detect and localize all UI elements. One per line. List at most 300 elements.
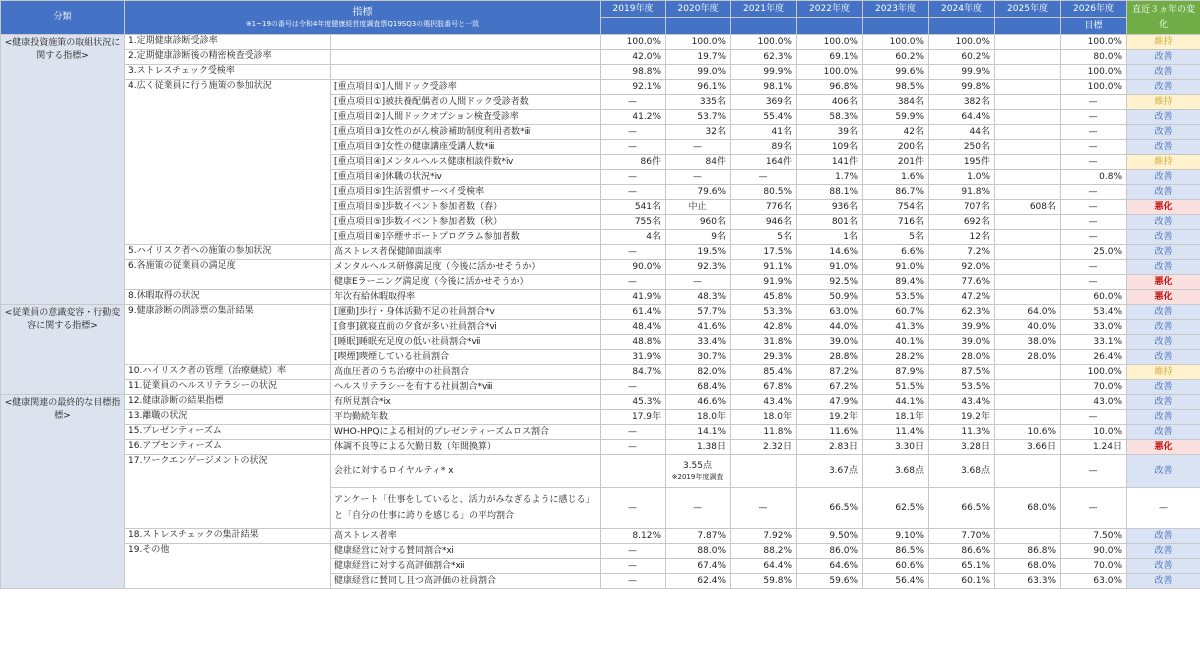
value-cell: 55.4% [731,110,797,125]
value-cell: 98.1% [731,80,797,95]
value-cell: 100.0% [731,35,797,50]
indicator-label: 17.ワークエンゲージメントの状況 [125,455,331,529]
value-cell: 40.1% [863,335,929,350]
value-cell: — [601,380,666,395]
value-cell: 100.0% [797,65,863,80]
value-cell: 11.6% [797,425,863,440]
change-badge: 悪化 [1127,200,1200,215]
value-cell: 100.0% [1061,35,1127,50]
value-cell [995,365,1061,380]
value-cell [731,455,797,488]
value-cell: — [601,95,666,110]
value-cell: 17.9年 [601,410,666,425]
value-cell: 84件 [666,155,731,170]
header-change: 直近３ヵ年の変化 [1127,1,1200,35]
value-cell: 406名 [797,95,863,110]
value-cell: 7.2% [929,245,995,260]
value-cell: 88.0% [666,544,731,559]
value-cell: 39名 [797,125,863,140]
value-cell: 608名 [995,200,1061,215]
value-cell: 7.87% [666,529,731,544]
header-indicator-label: 指標 [352,6,373,18]
value-cell: — [1061,155,1127,170]
change-badge: 維持 [1127,155,1200,170]
indicator-label: 5.ハイリスク者への施策の参加状況 [125,245,331,260]
value-cell: 48.8% [601,335,666,350]
header-year: 2019年度 [601,1,666,18]
value-cell: 29.3% [731,350,797,365]
sub-indicator-label: [重点項目④]メンタルヘルス健康相談件数*ⅳ [331,155,601,170]
indicator-label: 10.ハイリスク者の管理（治療継続）率 [125,365,331,380]
value-cell: 67.2% [797,380,863,395]
value-cell: 31.8% [731,335,797,350]
value-cell: 1.6% [863,170,929,185]
value-cell: 68.0% [995,559,1061,574]
sub-indicator-label: 健康経営に対する賛同割合*ⅺ [331,544,601,559]
sub-indicator-label: [重点項目①]人間ドック受診率 [331,80,601,95]
sub-indicator-label: 有所見割合*ⅸ [331,395,601,410]
value-cell: 3.66日 [995,440,1061,455]
value-cell [995,155,1061,170]
change-badge: 改善 [1127,65,1200,80]
value-cell: 53.3% [731,305,797,320]
sub-indicator-label: メンタルヘルス研修満足度（今後に活かせそうか） [331,260,601,275]
value-cell: — [731,488,797,529]
value-cell: 70.0% [1061,559,1127,574]
value-cell: 41名 [731,125,797,140]
sub-indicator-label: [重点項目⑤]歩数イベント参加者数（春） [331,200,601,215]
header-year: 2022年度 [797,1,863,18]
value-cell: 201件 [863,155,929,170]
table-row [1,80,1200,95]
value-cell: — [601,125,666,140]
header-year: 2023年度 [863,1,929,18]
value-cell: 57.7% [666,305,731,320]
value-cell: 28.2% [863,350,929,365]
change-badge: 改善 [1127,410,1200,425]
value-cell: 43.4% [731,395,797,410]
value-cell [995,380,1061,395]
value-cell [995,110,1061,125]
value-cell: 26.4% [1061,350,1127,365]
value-cell: — [666,140,731,155]
value-cell [995,230,1061,245]
sub-indicator-label: [重点項目①]被扶養配偶者の人間ドック受診者数 [331,95,601,110]
value-cell: 692名 [929,215,995,230]
value-cell: 4名 [601,230,666,245]
value-cell: 3.67点 [797,455,863,488]
value-cell: 45.3% [601,395,666,410]
value-cell: 5名 [863,230,929,245]
category-label: <健康投資施策の取組状況に関する指標> [1,35,125,305]
value-cell: 46.6% [666,395,731,410]
value-cell: 98.5% [863,80,929,95]
change-badge: 改善 [1127,529,1200,544]
value-cell: 369名 [731,95,797,110]
value-cell: 68.4% [666,380,731,395]
value-cell: 53.7% [666,110,731,125]
value-cell: 99.9% [929,65,995,80]
value-cell: 60.7% [863,305,929,320]
value-cell: — [1061,455,1127,488]
value-cell: 8.12% [601,529,666,544]
sub-indicator-label [331,65,601,80]
value-cell: — [601,440,666,455]
value-cell: 1.24日 [1061,440,1127,455]
value-cell: — [1061,95,1127,110]
value-cell: 43.4% [929,395,995,410]
sub-indicator-label: [重点項目⑥]卒煙サポートプログラム参加者数 [331,230,601,245]
value-cell: 960名 [666,215,731,230]
value-cell: 中止 [666,200,731,215]
value-cell: — [1061,185,1127,200]
change-badge: 維持 [1127,35,1200,50]
value-cell: 28.0% [929,350,995,365]
change-badge: 改善 [1127,185,1200,200]
value-cell: 63.0% [797,305,863,320]
header-target: 目標 [1061,18,1127,35]
category-label: <従業員の意識変容・行動変容に関する指標> [1,305,125,395]
value-cell [995,185,1061,200]
value-cell [995,275,1061,290]
value-cell: 541名 [601,200,666,215]
sub-indicator-label: [重点項目②]人間ドックオプション検査受診率 [331,110,601,125]
value-cell: 38.0% [995,335,1061,350]
value-cell: 31.9% [601,350,666,365]
value-cell: 382名 [929,95,995,110]
value-cell [995,65,1061,80]
value-cell: 10.0% [1061,425,1127,440]
change-badge: 改善 [1127,335,1200,350]
value-cell: — [1061,125,1127,140]
value-cell: 80.0% [1061,50,1127,65]
header-year: 2024年度 [929,1,995,18]
value-cell [995,410,1061,425]
value-cell: 100.0% [1061,80,1127,95]
sub-indicator-label: [重点項目⑤]生活習慣サーベイ受検率 [331,185,601,200]
value-cell: 91.1% [731,260,797,275]
table-row [1,365,1200,380]
value-cell: 45.8% [731,290,797,305]
change-badge: 改善 [1127,425,1200,440]
value-cell: 50.9% [797,290,863,305]
value-cell: — [1061,140,1127,155]
change-badge: — [1127,488,1200,529]
value-cell: — [601,559,666,574]
table-row [1,305,1200,320]
value-cell: — [601,425,666,440]
value-cell: 53.5% [929,380,995,395]
table-row [1,65,1200,80]
header-year: 2026年度 [1061,1,1127,18]
value-cell: 48.3% [666,290,731,305]
value-cell: 30.7% [666,350,731,365]
value-cell: 100.0% [797,35,863,50]
value-cell: 0.8% [1061,170,1127,185]
table-row [1,544,1200,559]
change-badge: 悪化 [1127,275,1200,290]
value-cell: 1名 [797,230,863,245]
value-cell: 88.2% [731,544,797,559]
value-cell: 384名 [863,95,929,110]
value-cell: 17.5% [731,245,797,260]
value-cell: 41.2% [601,110,666,125]
value-cell: 32名 [666,125,731,140]
value-cell: 87.2% [797,365,863,380]
value-cell: 195件 [929,155,995,170]
value-cell: 59.8% [731,574,797,589]
value-cell: 41.9% [601,290,666,305]
value-cell: 9名 [666,230,731,245]
value-cell: — [601,245,666,260]
value-cell: 14.1% [666,425,731,440]
value-cell: — [601,185,666,200]
value-cell: 42名 [863,125,929,140]
change-badge: 改善 [1127,544,1200,559]
value-cell [995,245,1061,260]
value-cell: 99.6% [863,65,929,80]
value-cell: 96.8% [797,80,863,95]
value-cell: 77.6% [929,275,995,290]
value-cell [995,529,1061,544]
change-badge: 改善 [1127,574,1200,589]
change-badge: 改善 [1127,125,1200,140]
value-cell: 91.8% [929,185,995,200]
value-cell [666,455,731,488]
value-cell: 7.50% [1061,529,1127,544]
value-cell: — [666,275,731,290]
header-year: 2020年度 [666,1,731,18]
value-cell: 11.3% [929,425,995,440]
value-cell: 64.6% [797,559,863,574]
value-cell [995,170,1061,185]
value-cell: 70.0% [1061,380,1127,395]
value-cell: 100.0% [1061,65,1127,80]
value-cell: 90.0% [601,260,666,275]
value-cell: 19.2年 [797,410,863,425]
value-cell: 91.0% [863,260,929,275]
table-row [1,410,1200,425]
value-cell: 1.0% [929,170,995,185]
change-badge: 改善 [1127,559,1200,574]
value-cell: 100.0% [863,35,929,50]
value-cell: 56.4% [863,574,929,589]
indicator-label: 19.その他 [125,544,331,589]
value-cell: 1.38日 [666,440,731,455]
indicator-label: 3.ストレスチェック受検率 [125,65,331,80]
value-cell [995,95,1061,110]
value-cell: 60.0% [1061,290,1127,305]
indicator-label: 2.定期健康診断後の精密検査受診率 [125,50,331,65]
value-cell: 41.6% [666,320,731,335]
indicator-label: 4.広く従業員に行う施策の参加状況 [125,80,331,245]
value-cell: 2.32日 [731,440,797,455]
value-cell: 60.1% [929,574,995,589]
value-cell: — [601,170,666,185]
value-cell: 62.3% [929,305,995,320]
value-cell: 86.6% [929,544,995,559]
value-cell [995,140,1061,155]
sub-indicator-label: 年次有給休暇取得率 [331,290,601,305]
value-cell: 66.5% [929,488,995,529]
value-cell: 92.0% [929,260,995,275]
change-badge: 改善 [1127,320,1200,335]
value-cell: 42.8% [731,320,797,335]
table-row [1,35,1200,50]
value-cell: 90.0% [1061,544,1127,559]
value-cell: 89名 [731,140,797,155]
value-cell: 63.3% [995,574,1061,589]
value-cell: 6.6% [863,245,929,260]
change-badge: 改善 [1127,50,1200,65]
value-cell: 141件 [797,155,863,170]
value-cell: 100.0% [666,35,731,50]
change-badge: 維持 [1127,365,1200,380]
value-cell: 28.0% [995,350,1061,365]
sub-indicator-label [331,50,601,65]
value-cell: — [1061,230,1127,245]
value-cell: 86.0% [797,544,863,559]
value-cell: 60.2% [929,50,995,65]
value-cell: 39.9% [929,320,995,335]
value-cell: 936名 [797,200,863,215]
change-badge: 改善 [1127,230,1200,245]
indicator-label: 1.定期健康診断受診率 [125,35,331,50]
value-cell: 92.1% [601,80,666,95]
sub-indicator-label: アンケート「仕事をしていると、活力がみなぎるように感じる」と「自分の仕事に誇りを感じる」の平均割合 [331,488,601,529]
change-badge: 改善 [1127,80,1200,95]
value-cell: 200名 [863,140,929,155]
value-cell: 40.0% [995,320,1061,335]
value-cell: 68.0% [995,488,1061,529]
value-cell: 109名 [797,140,863,155]
value-cell [995,395,1061,410]
sub-indicator-label: [運動]歩行・身体活動不足の社員割合*ⅴ [331,305,601,320]
value-cell: 80.5% [731,185,797,200]
value-cell: 79.6% [666,185,731,200]
value-cell: 99.8% [929,80,995,95]
value-cell: 62.3% [731,50,797,65]
value-cell: 53.4% [1061,305,1127,320]
value-cell [995,260,1061,275]
value-cell: 707名 [929,200,995,215]
value-cell [995,50,1061,65]
value-cell: 100.0% [929,35,995,50]
value-cell: — [1061,110,1127,125]
value-cell [995,455,1061,488]
value-cell: 3.68点 [929,455,995,488]
indicator-label: 16.アブセンティーズム [125,440,331,455]
indicator-label: 15.プレゼンティーズム [125,425,331,440]
value-cell: 86.5% [863,544,929,559]
sub-indicator-label: [睡眠]睡眠充足度の低い社員割合*ⅶ [331,335,601,350]
value-cell: 88.1% [797,185,863,200]
value-cell: 53.5% [863,290,929,305]
value-cell: 18.0年 [731,410,797,425]
value-cell: 9.50% [797,529,863,544]
value-cell: 5名 [731,230,797,245]
value-cell: — [601,544,666,559]
sub-indicator-label: [重点項目⑤]歩数イベント参加者数（秋） [331,215,601,230]
value-cell: — [1061,488,1127,529]
value-cell: 92.5% [797,275,863,290]
change-badge: 改善 [1127,170,1200,185]
value-cell: 58.3% [797,110,863,125]
value-cell [995,290,1061,305]
value-cell: 99.9% [731,65,797,80]
value-cell: 85.4% [731,365,797,380]
value-cell: 12名 [929,230,995,245]
indicator-label: 18.ストレスチェックの集計結果 [125,529,331,544]
header-indicator [125,1,601,35]
value-cell: 335名 [666,95,731,110]
sub-indicator-label: 健康経営に対する高評価割合*ⅻ [331,559,601,574]
sub-indicator-label: [喫煙]喫煙している社員割合 [331,350,601,365]
value-cell: 3.28日 [929,440,995,455]
indicator-label: 11.従業員のヘルスリテラシーの状況 [125,380,331,395]
change-badge: 改善 [1127,140,1200,155]
change-badge: 改善 [1127,245,1200,260]
value-cell: 33.1% [1061,335,1127,350]
value-cell: 86.8% [995,544,1061,559]
value-cell: 89.4% [863,275,929,290]
value-cell: 99.0% [666,65,731,80]
table-row [1,529,1200,544]
change-badge: 改善 [1127,110,1200,125]
value-cell: 87.9% [863,365,929,380]
value-cell: 7.70% [929,529,995,544]
value-cell: 67.4% [666,559,731,574]
indicator-label: 9.健康診断の問診票の集計結果 [125,305,331,365]
value-cell: 755名 [601,215,666,230]
value-cell: 47.2% [929,290,995,305]
sub-indicator-label: 体調不良等による欠勤日数（年間換算） [331,440,601,455]
sub-indicator-label: 会社に対するロイヤルティ* x [331,455,601,488]
indicator-label: 6.各施策の従業員の満足度 [125,260,331,290]
value-cell: 19.5% [666,245,731,260]
value-cell: 33.4% [666,335,731,350]
value-cell: 59.6% [797,574,863,589]
indicator-label: 12.健康診断の結果指標 [125,395,331,410]
value-cell: 19.2年 [929,410,995,425]
indicator-label: 8.休暇取得の状況 [125,290,331,305]
sub-indicator-label: 高ストレス者率 [331,529,601,544]
value-cell: 18.1年 [863,410,929,425]
value-cell [995,215,1061,230]
value-cell: 801名 [797,215,863,230]
value-cell: 60.2% [863,50,929,65]
value-cell: 100.0% [601,35,666,50]
value-cell: 91.9% [731,275,797,290]
value-cell: 44.1% [863,395,929,410]
table-row [1,290,1200,305]
sub-indicator-label: [食事]就寝直前の夕食が多い社員割合*ⅵ [331,320,601,335]
value-cell: 63.0% [1061,574,1127,589]
value-cell: 64.0% [995,305,1061,320]
change-badge: 改善 [1127,260,1200,275]
sub-indicator-label: 高ストレス者保健師面談率 [331,245,601,260]
sub-indicator-label: 高血圧者のうち治療中の社員割合 [331,365,601,380]
change-badge: 改善 [1127,350,1200,365]
value-cell: 84.7% [601,365,666,380]
value-cell: 33.0% [1061,320,1127,335]
sub-indicator-label: 健康Eラーニング満足度（今後に活かせそうか） [331,275,601,290]
value-cell: — [1061,260,1127,275]
value-cell: 62.4% [666,574,731,589]
value-cell [995,80,1061,95]
value-cell: 3.30日 [863,440,929,455]
value-cell: 1.7% [797,170,863,185]
